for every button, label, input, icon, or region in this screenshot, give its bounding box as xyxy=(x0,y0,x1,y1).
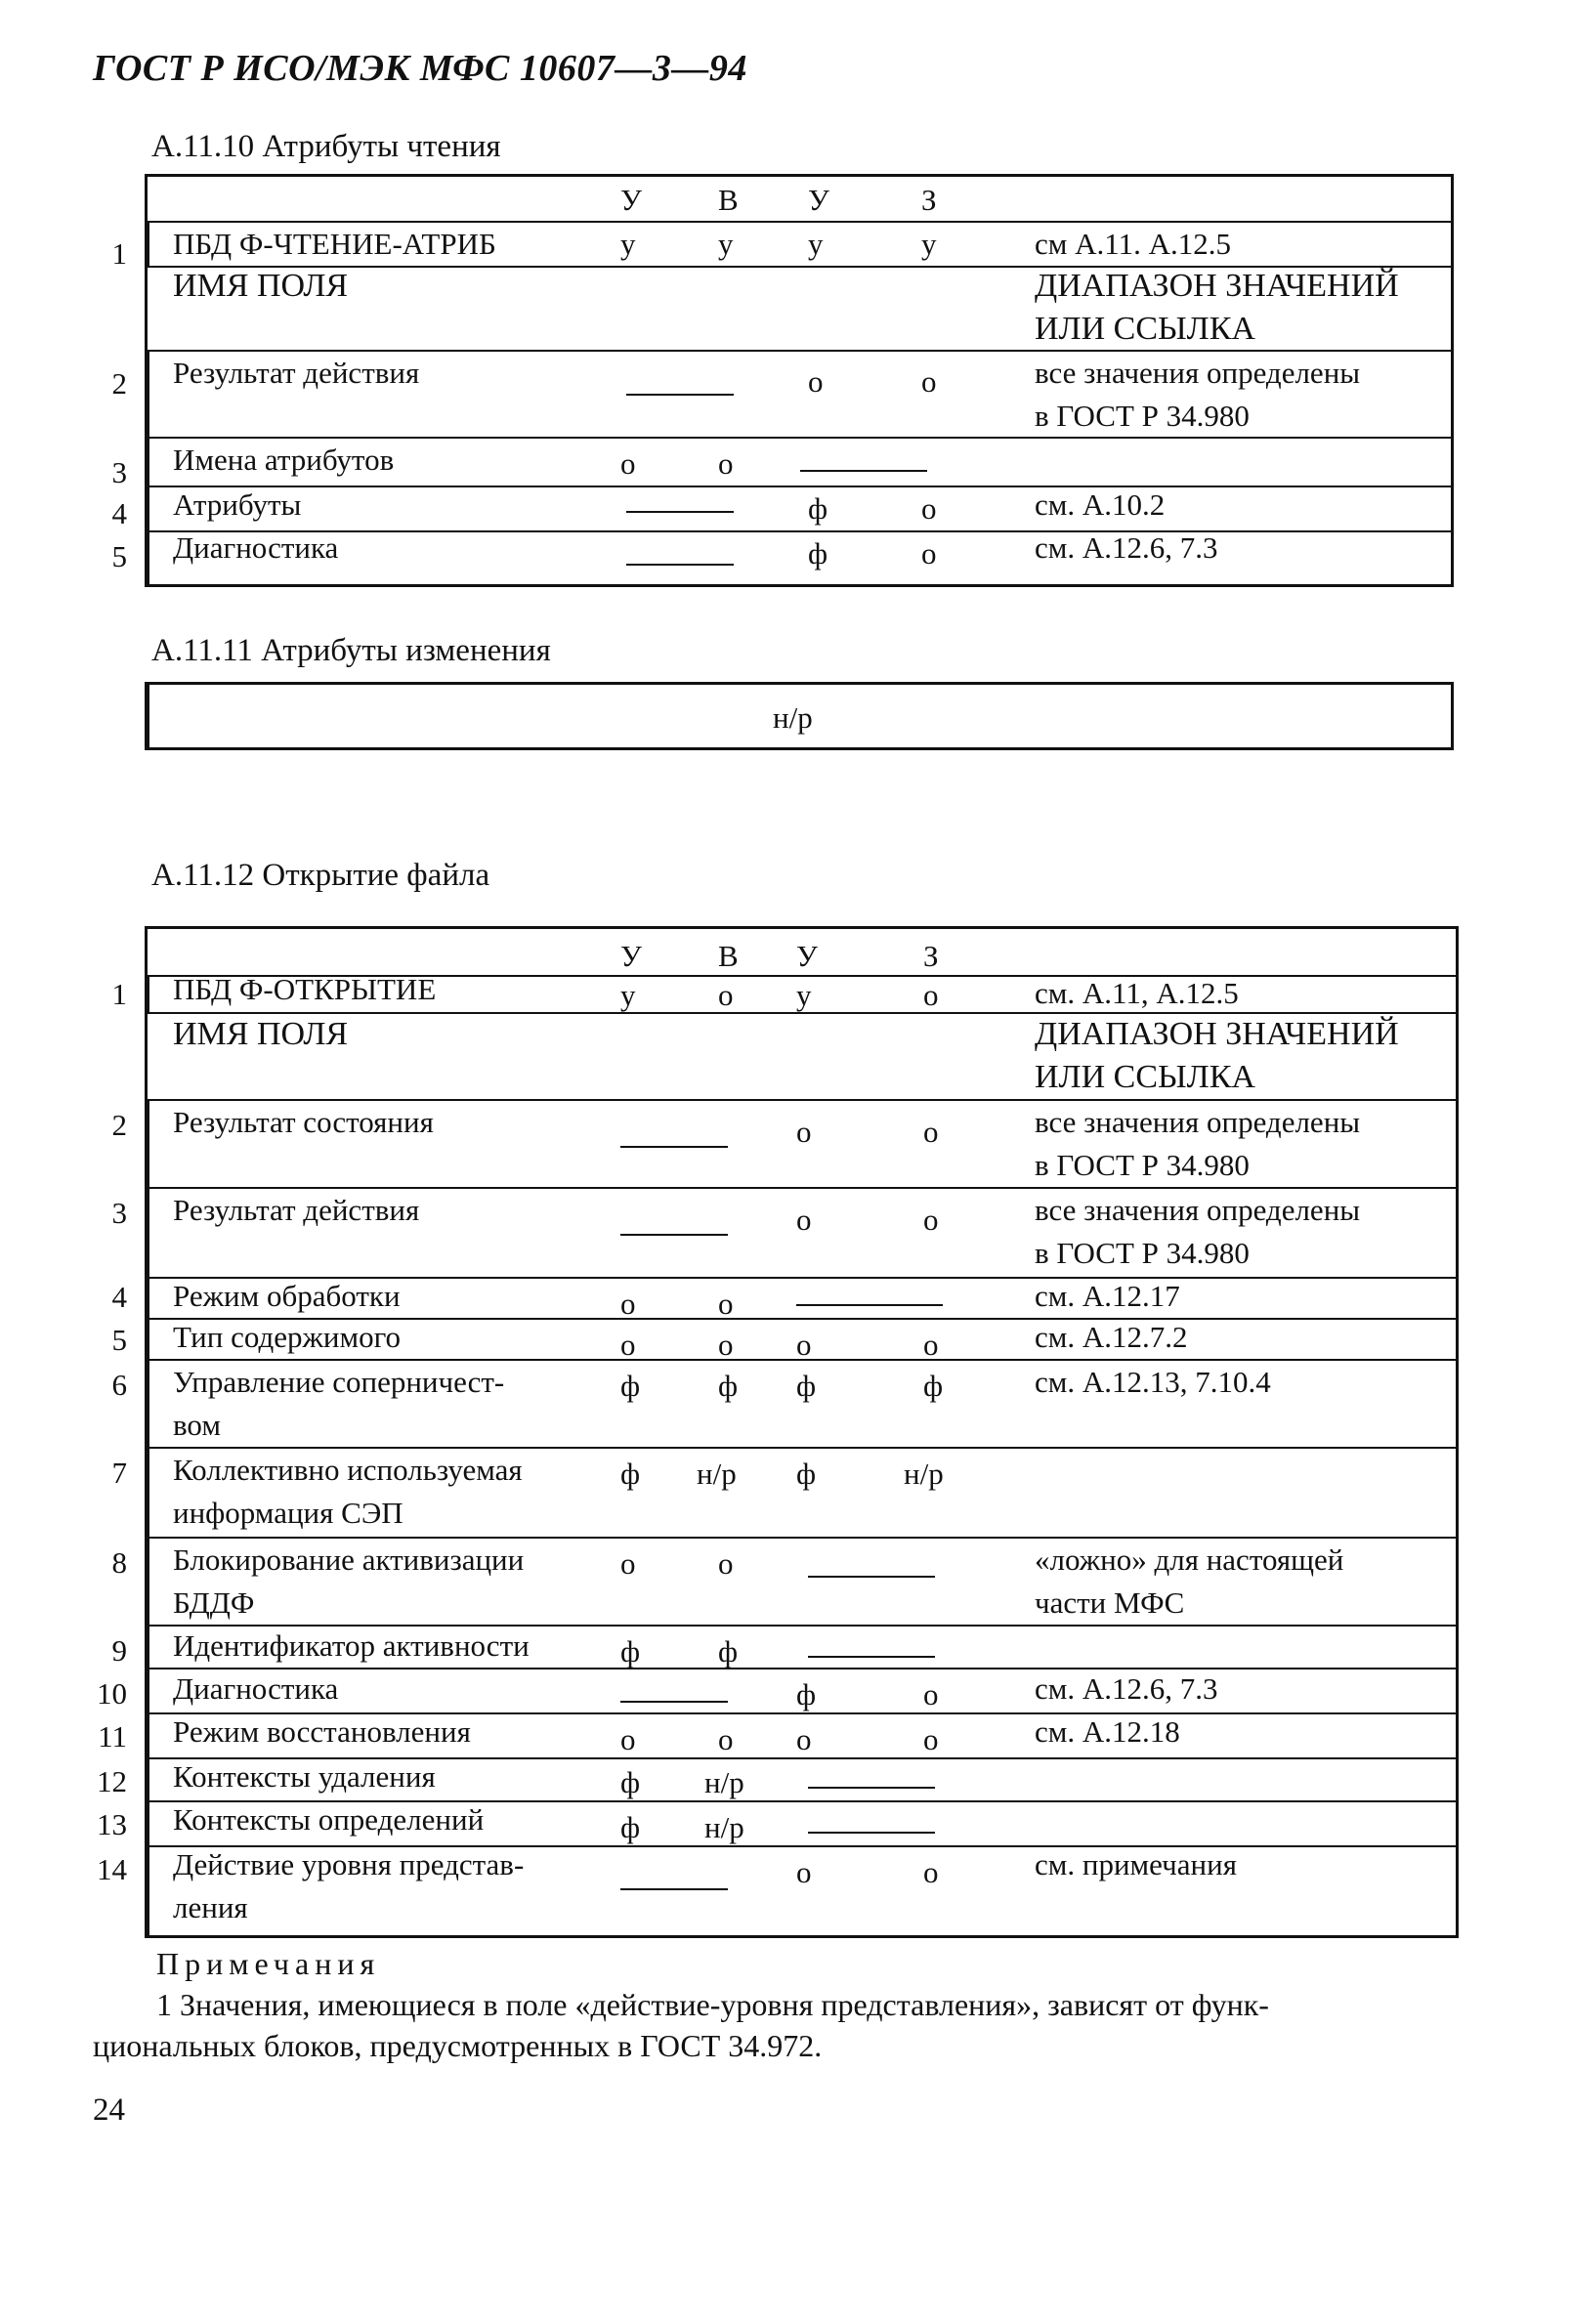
notes-heading: Примечания xyxy=(156,1946,381,1981)
row-value: о xyxy=(718,1328,734,1362)
row-field-name: Результат действия xyxy=(173,1193,420,1227)
row-field-name: Контексты определений xyxy=(173,1802,485,1837)
row-number: 5 xyxy=(111,1323,127,1357)
dash-mark xyxy=(808,1576,935,1578)
row-value: о xyxy=(796,1328,812,1362)
document-title: ГОСТ Р ИСО/МЭК МФС 10607—3—94 xyxy=(93,48,747,89)
row-field-name: Атрибуты xyxy=(173,487,302,522)
row-field-name: Результат состояния xyxy=(173,1105,434,1139)
row-field-name-continued: ления xyxy=(173,1890,248,1924)
row-reference: в ГОСТ Р 34.980 xyxy=(1035,399,1250,433)
row-value: о xyxy=(620,1328,636,1362)
row-number: 11 xyxy=(98,1719,127,1754)
dash-mark xyxy=(626,564,734,566)
row-value: о xyxy=(620,1722,636,1756)
row-value: о xyxy=(718,1546,734,1581)
column-header: У xyxy=(620,183,642,217)
row-field-name: Имена атрибутов xyxy=(173,443,395,477)
row-field-name: Идентификатор активности xyxy=(173,1628,530,1663)
dash-mark xyxy=(796,1304,943,1306)
row-reference: все значения определены xyxy=(1035,1193,1361,1227)
row-value: н/р xyxy=(904,1457,944,1491)
row-number: 14 xyxy=(97,1852,127,1886)
row-value: ф xyxy=(620,1765,641,1799)
row-number: 10 xyxy=(97,1676,127,1711)
dash-mark xyxy=(626,394,734,396)
row-reference: см. А.10.2 xyxy=(1035,487,1166,522)
row-value: о xyxy=(718,1722,734,1756)
column-header: В xyxy=(718,939,739,973)
not-applicable-value: н/р xyxy=(773,700,813,735)
column-header: В xyxy=(718,183,739,217)
row-field-name-continued: вом xyxy=(173,1408,221,1442)
row-value: о xyxy=(796,1722,812,1756)
row-field-name: Режим восстановления xyxy=(173,1714,471,1749)
row-value: ф xyxy=(796,1369,817,1403)
row-reference: см. А.12.13, 7.10.4 xyxy=(1035,1365,1271,1399)
row-field-name: Тип содержимого xyxy=(173,1320,402,1354)
row-value: о xyxy=(620,1287,636,1321)
row-reference: см. А.11, А.12.5 xyxy=(1035,976,1239,1010)
row-value: ф xyxy=(796,1677,817,1711)
row-field-name: Управление соперничест- xyxy=(173,1365,505,1399)
row-value: ф xyxy=(620,1457,641,1491)
row-number: 6 xyxy=(111,1368,127,1402)
row-value: о xyxy=(796,1115,812,1149)
row-value: у xyxy=(718,227,734,261)
row-value: о xyxy=(921,364,937,399)
row-value: н/р xyxy=(704,1765,744,1799)
column-header: У xyxy=(808,183,829,217)
column-header: З xyxy=(921,183,937,217)
row-value: о xyxy=(620,446,636,481)
row-reference: см. А.12.7.2 xyxy=(1035,1320,1188,1354)
row-value: ф xyxy=(796,1457,817,1491)
row-number: 4 xyxy=(111,1280,127,1314)
row-number: 1 xyxy=(111,236,127,271)
dash-mark xyxy=(620,1146,728,1148)
table-change-attributes xyxy=(145,682,1454,750)
row-number: 4 xyxy=(111,496,127,530)
section-caption-a11-12: А.11.12 Открытие файла xyxy=(151,858,490,893)
row-reference: в ГОСТ Р 34.980 xyxy=(1035,1236,1250,1270)
row-number: 9 xyxy=(111,1633,127,1668)
row-value: ф xyxy=(620,1634,641,1669)
row-field-name: ПБД Ф-ЧТЕНИЕ-АТРИБ xyxy=(173,227,496,261)
row-value: о xyxy=(718,1287,734,1321)
column-header: З xyxy=(923,939,939,973)
row-value: ф xyxy=(808,491,828,526)
range-header: ИЛИ ССЫЛКА xyxy=(1035,1059,1255,1095)
row-value: о xyxy=(923,1328,939,1362)
row-value: о xyxy=(923,1115,939,1149)
dash-mark xyxy=(800,470,927,472)
row-reference: см. А.12.17 xyxy=(1035,1279,1180,1313)
row-number: 8 xyxy=(111,1545,127,1580)
range-header: ИЛИ ССЫЛКА xyxy=(1035,311,1255,347)
row-field-name: Результат действия xyxy=(173,356,420,390)
row-value: н/р xyxy=(704,1810,744,1844)
row-reference: «ложно» для настоящей xyxy=(1035,1542,1344,1577)
dash-mark xyxy=(808,1656,935,1658)
row-field-name: Режим обработки xyxy=(173,1279,401,1313)
row-value: о xyxy=(921,491,937,526)
row-field-name: Диагностика xyxy=(173,530,339,565)
row-field-name-continued: информация СЭП xyxy=(173,1496,403,1530)
row-number: 2 xyxy=(111,1108,127,1142)
row-number: 3 xyxy=(111,455,127,489)
row-value: ф xyxy=(620,1810,641,1844)
column-header: У xyxy=(620,939,642,973)
row-reference: все значения определены xyxy=(1035,356,1361,390)
note-text-line: циональных блоков, предусмотренных в ГОСТ 34.972. xyxy=(93,2028,823,2063)
row-value: у xyxy=(921,227,937,261)
row-reference: в ГОСТ Р 34.980 xyxy=(1035,1148,1250,1182)
section-caption-a11-10: А.11.10 Атрибуты чтения xyxy=(151,129,501,164)
row-number: 12 xyxy=(97,1764,127,1798)
row-reference: см. примечания xyxy=(1035,1847,1237,1881)
row-value: ф xyxy=(923,1369,944,1403)
row-reference: см А.11. А.12.5 xyxy=(1035,227,1232,261)
row-value: о xyxy=(923,1677,939,1711)
row-reference: см. А.12.6, 7.3 xyxy=(1035,1671,1218,1706)
row-value: о xyxy=(718,978,734,1012)
row-field-name-continued: БДДФ xyxy=(173,1585,255,1620)
row-value: о xyxy=(923,1855,939,1889)
row-value: о xyxy=(923,1722,939,1756)
page-number: 24 xyxy=(93,2092,125,2128)
row-value: ф xyxy=(718,1634,739,1669)
row-value: о xyxy=(796,1855,812,1889)
row-number: 1 xyxy=(111,977,127,1011)
range-header: ДИАПАЗОН ЗНАЧЕНИЙ xyxy=(1035,1016,1399,1052)
row-field-name: Диагностика xyxy=(173,1671,339,1706)
row-value: ф xyxy=(808,536,828,570)
row-value: о xyxy=(923,978,939,1012)
row-value: у xyxy=(620,978,636,1012)
row-value: о xyxy=(718,446,734,481)
row-value: ф xyxy=(620,1369,641,1403)
row-reference: части МФС xyxy=(1035,1585,1185,1620)
row-value: о xyxy=(796,1203,812,1237)
row-value: у xyxy=(796,978,812,1012)
row-field-name: Контексты удаления xyxy=(173,1759,436,1794)
row-field-name: Блокирование активизации xyxy=(173,1542,525,1577)
dash-mark xyxy=(620,1701,728,1703)
row-number: 2 xyxy=(111,366,127,401)
table-read-attributes xyxy=(145,174,1454,587)
row-number: 13 xyxy=(97,1807,127,1841)
row-reference: см. А.12.18 xyxy=(1035,1714,1180,1749)
dash-mark xyxy=(808,1787,935,1789)
dash-mark xyxy=(626,511,734,513)
row-reference: см. А.12.6, 7.3 xyxy=(1035,530,1218,565)
dash-mark xyxy=(620,1888,728,1890)
row-value: н/р xyxy=(697,1457,737,1491)
section-caption-a11-11: А.11.11 Атрибуты изменения xyxy=(151,633,551,668)
row-value: о xyxy=(921,536,937,570)
dash-mark xyxy=(808,1832,935,1834)
row-number: 5 xyxy=(111,539,127,573)
row-field-name: Действие уровня представ- xyxy=(173,1847,525,1881)
row-field-name: ПБД Ф-ОТКРЫТИЕ xyxy=(173,972,437,1006)
row-value: у xyxy=(620,227,636,261)
table-open-file xyxy=(145,926,1459,1938)
field-name-header: ИМЯ ПОЛЯ xyxy=(173,1016,349,1052)
row-reference: все значения определены xyxy=(1035,1105,1361,1139)
dash-mark xyxy=(620,1234,728,1236)
field-name-header: ИМЯ ПОЛЯ xyxy=(173,268,349,304)
row-number: 3 xyxy=(111,1196,127,1230)
row-value: у xyxy=(808,227,824,261)
row-value: о xyxy=(808,364,824,399)
column-header: У xyxy=(796,939,818,973)
row-value: о xyxy=(923,1203,939,1237)
range-header: ДИАПАЗОН ЗНАЧЕНИЙ xyxy=(1035,268,1399,304)
row-number: 7 xyxy=(111,1456,127,1490)
row-value: ф xyxy=(718,1369,739,1403)
note-text-line: 1 Значения, имеющиеся в поле «действие-уровня представления», зависят от функ- xyxy=(156,1987,1269,2022)
row-field-name: Коллективно используемая xyxy=(173,1453,523,1487)
row-value: о xyxy=(620,1546,636,1581)
